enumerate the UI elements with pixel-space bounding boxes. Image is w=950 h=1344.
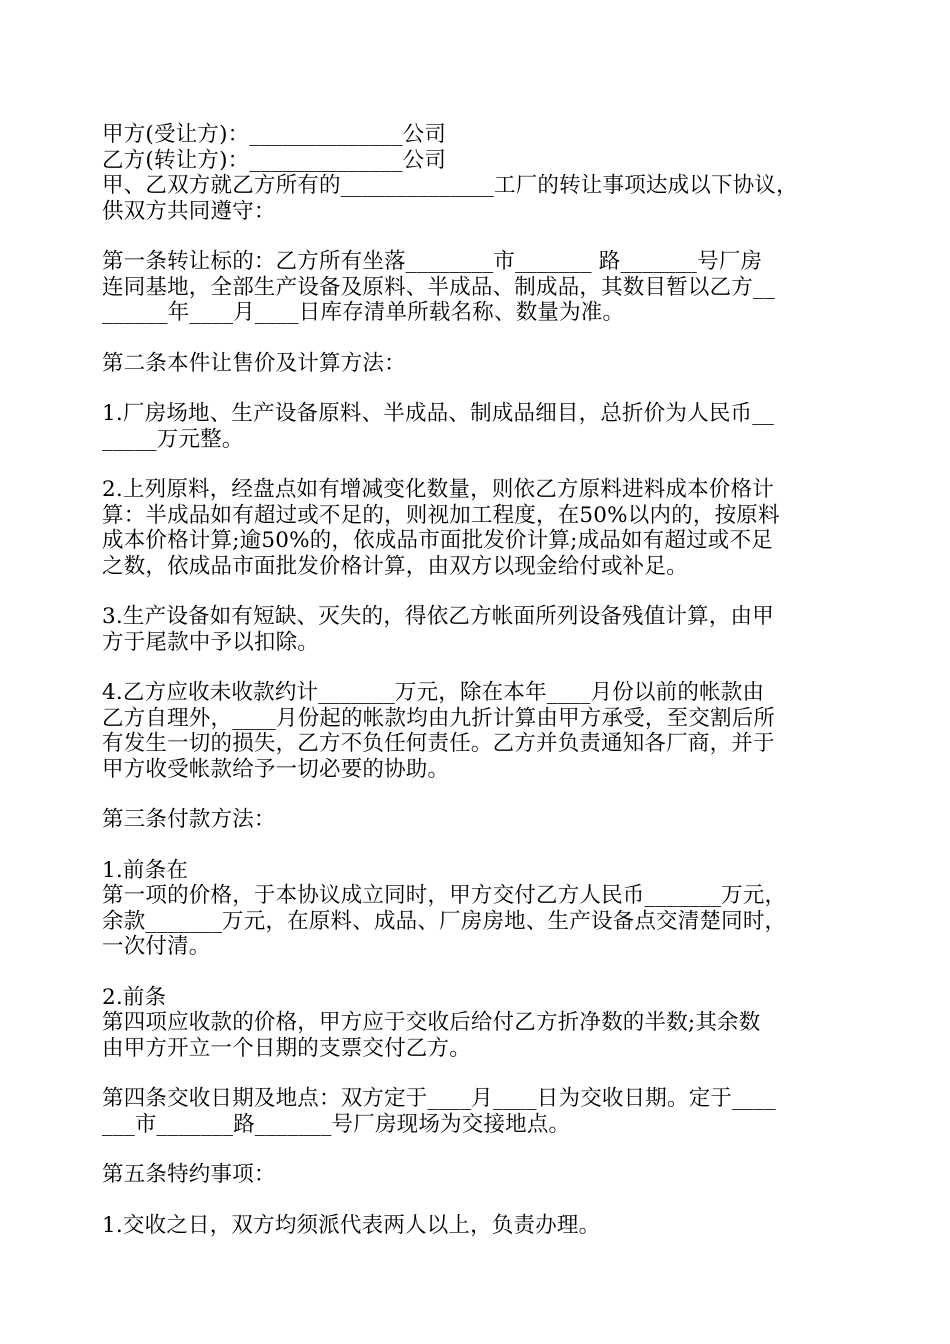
article-3-item-2-line-3: 由甲方开立一个日期的支票交付乙方。 [102,1035,471,1061]
paragraph-gap [102,1188,854,1213]
paragraph-article-2-heading [102,351,854,377]
paragraph-gap [102,782,854,807]
article-2-heading: 第二条本件让售价及计算方法： [102,350,406,376]
paragraph-article-4 [102,1086,854,1137]
article-3-item-1-line-1: 1.前条在 [102,857,189,883]
article-1-line-2: 连同基地，全部生产设备及原料、半成品、制成品，其数目暂以乙方__ [102,274,775,300]
paragraph-gap [102,960,854,985]
article-2-item-2-line-1: 2.上列原料，经盘点如有增减变化数量，则依乙方原料进料成本价格计 [102,477,774,502]
article-3-item-1-line-2: 第一项的价格，于本协议成立同时，甲方交付乙方人民币_______万元， [102,883,787,908]
article-3-item-1-line-3: 余款_______万元，在原料、成品、厂房房地、生产设备点交清楚同时， [102,908,787,934]
document-page [102,122,854,1238]
paragraph-article-5-heading [102,1162,854,1188]
article-4-line-1: 第四条交收日期及地点：双方定于____月____日为交收日期。定于____ [102,1086,776,1111]
article-2-item-4-line-2: 乙方自理外，____月份起的帐款均由九折计算由甲方承受，至交割后所 [102,705,776,731]
article-1-line-1: 第一条转让标的：乙方所有坐落________市_______ 路_______号厂房 [102,249,763,274]
article-2-item-4-line-4: 甲方收受帐款给予一切必要的协助。 [102,756,450,782]
preamble-line-1: 甲、乙双方就乙方所有的______________工厂的转让事项达成以下协议， [102,173,798,198]
article-5-item-1-line-1: 1.交收之日，双方均须派代表两人以上，负责办理。 [102,1212,601,1238]
article-3-heading: 第三条付款方法： [102,807,276,832]
paragraph-gap [102,655,854,680]
paragraph-gap [102,1137,854,1162]
paragraph-gap [102,1061,854,1086]
party-a-line: 甲方(受让方)：______________公司 [102,122,447,147]
article-2-item-1-line-1: 1.厂房场地、生产设备原料、半成品、制成品细目，总折价为人民币__ [102,401,775,426]
article-3-item-2-line-1: 2.前条 [102,984,167,1010]
paragraph-gap [102,833,854,858]
party-b-line: 乙方(转让方)：______________公司 [102,147,447,173]
paragraph-article-5-item-1 [102,1213,854,1239]
article-3-item-1-line-4: 一次付清。 [102,934,211,959]
paragraph-gap [102,224,854,249]
paragraph-gap [102,452,854,477]
paragraph-article-2-item-4 [102,680,854,782]
article-5-heading: 第五条特约事项： [102,1162,276,1187]
article-2-item-4-line-3: 有发生一切的损失，乙方不负任何责任。乙方并负责通知各厂商，并于 [102,731,775,756]
paragraph-article-2-item-3 [102,604,854,655]
article-3-item-2-line-2: 第四项应收款的价格，甲方应于交收后给付乙方折净数的半数;其余数 [102,1010,761,1035]
preamble-line-2: 供双方共同遵守： [102,198,276,224]
paragraph-article-3-item-1 [102,858,854,960]
article-1-line-3: ______年____月____日库存清单所载名称、数量为准。 [102,300,625,325]
paragraph-gap [102,579,854,604]
article-2-item-4-line-1: 4.乙方应收未收款约计_______万元，除在本年____月份以前的帐款由 [102,680,765,705]
article-2-item-3-line-2: 方于尾款中予以扣除。 [102,629,320,655]
article-2-item-2-line-4: 之数，依成品市面批发价格计算，由双方以现金给付或补足。 [102,553,688,579]
paragraph-gap [102,326,854,351]
paragraph-parties [102,122,854,224]
paragraph-article-2-item-1 [102,401,854,452]
article-2-item-1-line-2: _____万元整。 [102,426,244,452]
paragraph-gap [102,376,854,401]
paragraph-article-2-item-2 [102,477,854,579]
paragraph-article-1 [102,249,854,326]
article-2-item-3-line-1: 3.生产设备如有短缺、灭失的，得依乙方帐面所列设备残值计算，由甲 [102,604,774,629]
article-2-item-2-line-3: 成本价格计算;逾50%的，依成品市面批发价计算;成品如有超过或不足 [102,528,773,553]
article-4-line-2: ___市_______路_______号厂房现场为交接地点。 [102,1111,571,1137]
paragraph-article-3-heading [102,807,854,833]
article-2-item-2-line-2: 算：半成品如有超过或不足的，则视加工程度，在50%以内的，按原料 [102,502,780,528]
paragraph-article-3-item-2 [102,985,854,1062]
